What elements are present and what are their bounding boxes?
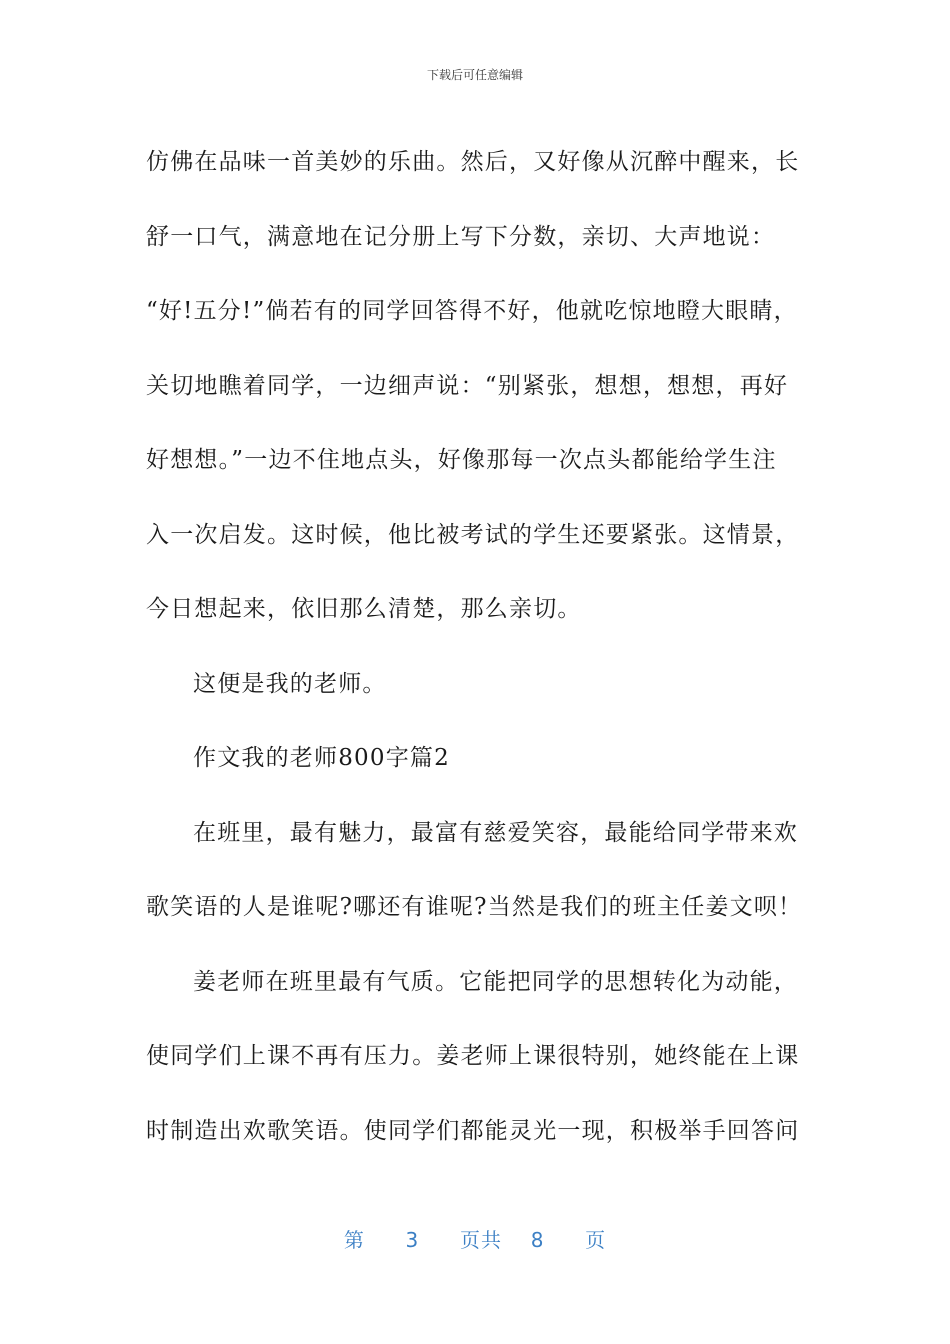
text-line: 今日想起来，依旧那么清楚，那么亲切。 bbox=[146, 596, 582, 622]
text-line: 这便是我的老师。 bbox=[193, 670, 387, 697]
text-line: 歌笑语的人是谁呢?哪还有谁呢?当然是我们的班主任姜文呗！ bbox=[146, 894, 803, 920]
text-line: 在班里，最有魅力，最富有慈爱笑容，最能给同学带来欢 bbox=[193, 819, 798, 846]
document-body bbox=[146, 125, 806, 1168]
text-line: 舒一口气，满意地在记分册上写下分数，亲切、大声地说： bbox=[146, 223, 776, 250]
text-line: 好想想。”一边不住地点头，好像那每一次点头都能给学生注 bbox=[146, 447, 777, 473]
footer-suffix: 页 bbox=[585, 1228, 607, 1252]
text-line: 使同学们上课不再有压力。姜老师上课很特别，她终能在上课 bbox=[146, 1043, 800, 1069]
text-line: 时制造出欢歌笑语。使同学们都能灵光一现，积极举手回答问 bbox=[146, 1117, 800, 1144]
text-line: 仿佛在品味一首美妙的乐曲。然后，又好像从沉醉中醒来，长 bbox=[146, 149, 800, 175]
page-footer bbox=[0, 1224, 950, 1253]
section-heading: 作文我的老师800字篇2 bbox=[193, 745, 450, 771]
footer-middle: 页共 bbox=[460, 1228, 502, 1252]
current-page-number: 3 bbox=[405, 1228, 420, 1252]
text-line: “好!五分!”倘若有的同学回答得不好，他就吃惊地瞪大眼睛， bbox=[146, 298, 798, 324]
page-header: 下载后可任意编辑 bbox=[426, 68, 523, 82]
text-line: 姜老师在班里最有气质。它能把同学的思想转化为动能， bbox=[193, 968, 798, 995]
text-line: 关切地瞧着同学，一边细声说：“别紧张，想想，想想，再好 bbox=[146, 372, 789, 399]
footer-prefix: 第 bbox=[343, 1228, 365, 1252]
text-line: 入一次启发。这时候，他比被考试的学生还要紧张。这情景， bbox=[146, 521, 800, 548]
total-page-number: 8 bbox=[530, 1228, 545, 1252]
